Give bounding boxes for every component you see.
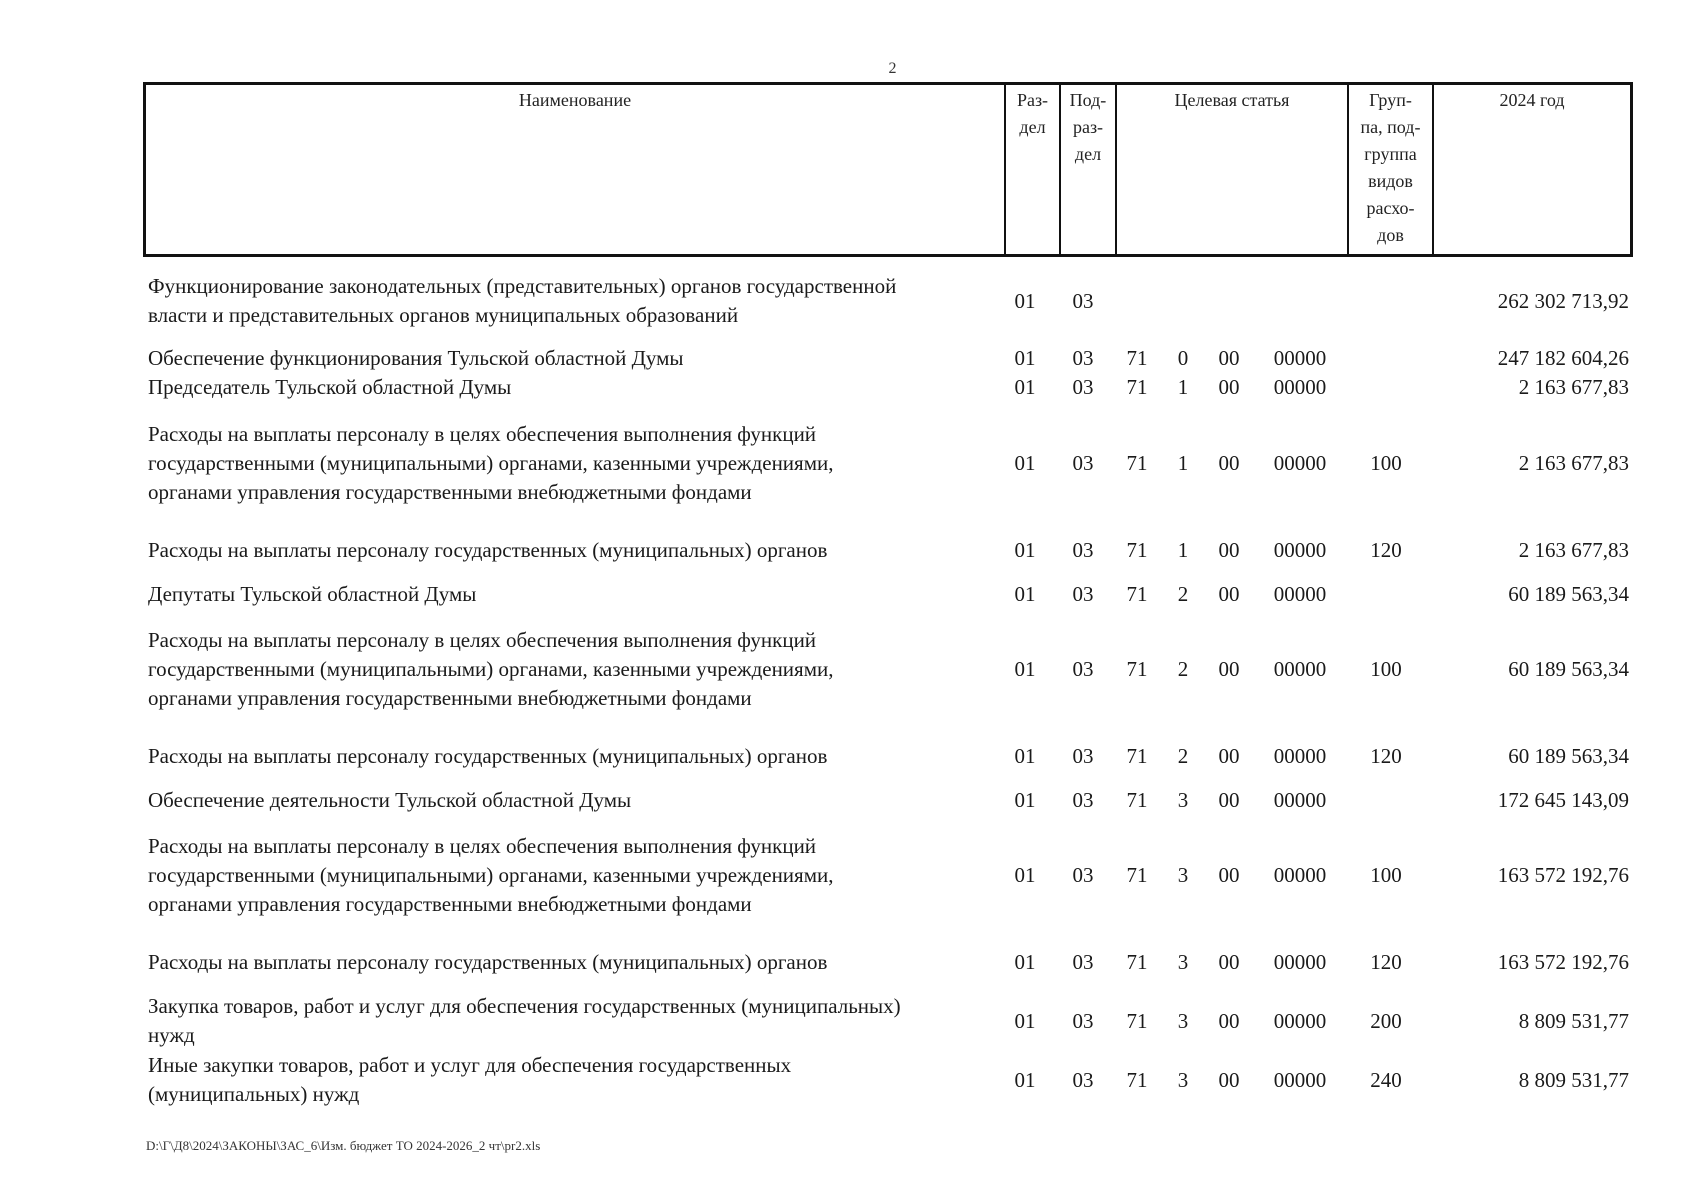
row-code-c: 00 <box>1218 346 1240 370</box>
row-code-b: 1 <box>1177 375 1189 399</box>
row-amount: 262 302 713,92 <box>1497 288 1629 313</box>
row-code-razdel: 01 <box>1014 1008 1036 1033</box>
row-amount: 2 163 677,83 <box>1518 538 1629 562</box>
row-name-line: Расходы на выплаты персоналу в целях обеспечения выполнения функций <box>148 422 817 446</box>
table-header <box>143 82 1633 257</box>
row-name-line: власти и представительных органов муниципальных образований <box>148 303 739 327</box>
header-gruppa-line: видов <box>1368 171 1413 191</box>
row-code-c: 00 <box>1218 1067 1240 1092</box>
row-name <box>148 272 998 330</box>
row-name-line: нужд <box>148 1023 195 1047</box>
row-code-podrazdel: 03 <box>1072 538 1094 562</box>
header-celevaya-statya <box>1115 85 1347 254</box>
row-name-line: государственными (муниципальными) органами, казенными учреждениями, <box>148 451 834 475</box>
row-code-a: 71 <box>1126 375 1148 399</box>
header-year-label: 2024 год <box>1499 90 1565 110</box>
row-code-b: 2 <box>1177 657 1189 681</box>
row-code-d: 00000 <box>1273 788 1327 812</box>
row-name <box>148 626 998 713</box>
row-code-c: 00 <box>1218 657 1240 681</box>
row-code-c: 00 <box>1218 375 1240 399</box>
row-code-razdel: 01 <box>1014 451 1036 475</box>
row-code-a: 71 <box>1126 451 1148 475</box>
row-name-line: Расходы на выплаты персоналу государственных (муниципальных) органов <box>148 538 828 562</box>
row-name <box>148 536 998 565</box>
row-name-line: государственными (муниципальными) органами, казенными учреждениями, <box>148 863 834 887</box>
file-path: D:\Г\Д8\2024\ЗАКОНЫ\ЗАС_6\Изм. бюджет ТО 2024-2026_2 чт\pr2.xls <box>146 1138 541 1153</box>
header-podrazdel-line: Под- <box>1069 90 1107 110</box>
row-code-razdel: 01 <box>1014 375 1036 399</box>
row-code-podrazdel: 03 <box>1072 863 1094 887</box>
row-code-b: 3 <box>1177 788 1189 812</box>
row-code-podrazdel: 03 <box>1072 375 1094 399</box>
row-name-line: органами управления государственными внебюджетными фондами <box>148 892 752 916</box>
row-code-grp: 100 <box>1370 863 1402 887</box>
row-code-razdel: 01 <box>1014 950 1036 974</box>
row-amount: 60 189 563,34 <box>1508 657 1629 681</box>
row-name-line: Депутаты Тульской областной Думы <box>148 582 477 606</box>
row-code-d: 00000 <box>1273 451 1327 475</box>
row-amount: 2 163 677,83 <box>1518 451 1629 475</box>
row-amount: 2 163 677,83 <box>1518 375 1629 399</box>
row-name <box>148 786 998 815</box>
row-code-b: 0 <box>1177 346 1189 370</box>
row-code-podrazdel: 03 <box>1072 451 1094 475</box>
row-code-d: 00000 <box>1273 1067 1327 1092</box>
header-gruppa-line: па, под- <box>1360 117 1421 137</box>
row-name <box>148 373 998 402</box>
row-code-b: 1 <box>1177 451 1189 475</box>
row-name <box>148 420 998 507</box>
header-podrazdel-line: дел <box>1074 144 1102 164</box>
row-code-razdel: 01 <box>1014 788 1036 812</box>
row-code-c: 00 <box>1218 1008 1240 1033</box>
row-code-b: 3 <box>1177 950 1189 974</box>
header-razdel-line: дел <box>1019 117 1046 137</box>
row-code-c: 00 <box>1218 950 1240 974</box>
row-code-b: 1 <box>1177 538 1189 562</box>
header-gruppa <box>1347 85 1432 254</box>
row-code-grp: 100 <box>1370 657 1402 681</box>
row-code-razdel: 01 <box>1014 582 1036 606</box>
row-code-d: 00000 <box>1273 346 1327 370</box>
row-code-a: 71 <box>1126 1008 1148 1033</box>
row-code-razdel: 01 <box>1014 1067 1036 1092</box>
row-code-c: 00 <box>1218 863 1240 887</box>
row-name-line: органами управления государственными внебюджетными фондами <box>148 686 752 710</box>
row-code-a: 71 <box>1126 1067 1148 1092</box>
row-name-line: органами управления государственными внебюджетными фондами <box>148 480 752 504</box>
row-amount: 172 645 143,09 <box>1497 788 1629 812</box>
row-code-a: 71 <box>1126 346 1148 370</box>
row-code-c: 00 <box>1218 538 1240 562</box>
row-code-razdel: 01 <box>1014 657 1036 681</box>
row-name-line: (муниципальных) нужд <box>148 1082 360 1106</box>
header-podrazdel-line: раз- <box>1072 117 1104 137</box>
row-code-a: 71 <box>1126 863 1148 887</box>
row-code-d: 00000 <box>1273 950 1327 974</box>
row-code-razdel: 01 <box>1014 863 1036 887</box>
row-name <box>148 1051 998 1109</box>
row-code-b: 3 <box>1177 1008 1189 1033</box>
row-code-d: 00000 <box>1273 1008 1327 1033</box>
row-code-a: 71 <box>1126 657 1148 681</box>
header-name-label: Наименование <box>518 90 632 110</box>
row-code-a: 71 <box>1126 538 1148 562</box>
row-code-c: 00 <box>1218 582 1240 606</box>
row-amount: 163 572 192,76 <box>1497 950 1629 974</box>
row-code-razdel: 01 <box>1014 288 1036 313</box>
row-code-podrazdel: 03 <box>1072 744 1094 768</box>
row-name-line: государственными (муниципальными) органами, казенными учреждениями, <box>148 657 834 681</box>
row-code-grp: 240 <box>1370 1067 1402 1092</box>
row-name <box>148 832 998 919</box>
row-code-a: 71 <box>1126 950 1148 974</box>
row-code-grp: 120 <box>1370 950 1402 974</box>
row-code-c: 00 <box>1218 744 1240 768</box>
row-name-line: Иные закупки товаров, работ и услуг для обеспечения государственных <box>148 1053 792 1077</box>
row-name-line: Расходы на выплаты персоналу государственных (муниципальных) органов <box>148 950 828 974</box>
row-code-podrazdel: 03 <box>1072 1008 1094 1033</box>
row-code-podrazdel: 03 <box>1072 582 1094 606</box>
row-code-a: 71 <box>1126 744 1148 768</box>
row-code-c: 00 <box>1218 451 1240 475</box>
row-code-b: 3 <box>1177 1067 1189 1092</box>
row-code-d: 00000 <box>1273 744 1327 768</box>
page-number: 2 <box>888 60 897 77</box>
header-celevaya-label: Целевая статья <box>1174 90 1290 110</box>
row-code-podrazdel: 03 <box>1072 788 1094 812</box>
header-razdel-line: Раз- <box>1016 90 1049 110</box>
row-name-line: Обеспечение функционирования Тульской областной Думы <box>148 346 684 370</box>
row-name-line: Обеспечение деятельности Тульской областной Думы <box>148 788 632 812</box>
row-name <box>148 580 998 609</box>
row-code-podrazdel: 03 <box>1072 950 1094 974</box>
row-code-b: 2 <box>1177 582 1189 606</box>
row-name-line: Функционирование законодательных (представительных) органов государственной <box>148 274 897 298</box>
row-name-line: Председатель Тульской областной Думы <box>148 375 512 399</box>
row-name <box>148 742 998 771</box>
header-name <box>146 85 1004 254</box>
header-razdel <box>1004 85 1059 254</box>
row-name-line: Расходы на выплаты персоналу государственных (муниципальных) органов <box>148 744 828 768</box>
header-gruppa-line: группа <box>1364 144 1417 164</box>
row-code-d: 00000 <box>1273 538 1327 562</box>
header-gruppa-line: Груп- <box>1369 90 1412 110</box>
row-code-a: 71 <box>1126 582 1148 606</box>
row-code-d: 00000 <box>1273 582 1327 606</box>
row-code-podrazdel: 03 <box>1072 657 1094 681</box>
row-name-line: Расходы на выплаты персоналу в целях обеспечения выполнения функций <box>148 628 817 652</box>
row-amount: 163 572 192,76 <box>1497 863 1629 887</box>
row-code-podrazdel: 03 <box>1072 288 1094 313</box>
header-gruppa-line: расхо- <box>1366 198 1415 218</box>
row-code-podrazdel: 03 <box>1072 1067 1094 1092</box>
row-name <box>148 344 998 373</box>
row-code-d: 00000 <box>1273 863 1327 887</box>
row-code-b: 3 <box>1177 863 1189 887</box>
row-code-razdel: 01 <box>1014 538 1036 562</box>
row-amount: 60 189 563,34 <box>1508 744 1629 768</box>
header-gruppa-line: дов <box>1377 225 1404 245</box>
row-code-podrazdel: 03 <box>1072 346 1094 370</box>
row-code-grp: 100 <box>1370 451 1402 475</box>
row-amount: 247 182 604,26 <box>1497 346 1629 370</box>
row-code-d: 00000 <box>1273 657 1327 681</box>
row-name-line: Закупка товаров, работ и услуг для обеспечения государственных (муниципальных) <box>148 994 901 1018</box>
row-code-razdel: 01 <box>1014 346 1036 370</box>
header-podrazdel <box>1059 85 1115 254</box>
row-code-c: 00 <box>1218 788 1240 812</box>
row-code-grp: 200 <box>1370 1008 1402 1033</box>
row-name <box>148 948 998 977</box>
header-year <box>1432 85 1630 254</box>
row-code-d: 00000 <box>1273 375 1327 399</box>
row-code-grp: 120 <box>1370 744 1402 768</box>
row-amount: 60 189 563,34 <box>1508 582 1629 606</box>
row-code-grp: 120 <box>1370 538 1402 562</box>
row-amount: 8 809 531,77 <box>1518 1008 1629 1033</box>
row-code-a: 71 <box>1126 788 1148 812</box>
row-code-b: 2 <box>1177 744 1189 768</box>
row-name <box>148 992 998 1050</box>
row-code-razdel: 01 <box>1014 744 1036 768</box>
row-name-line: Расходы на выплаты персоналу в целях обеспечения выполнения функций <box>148 834 817 858</box>
row-amount: 8 809 531,77 <box>1518 1067 1629 1092</box>
